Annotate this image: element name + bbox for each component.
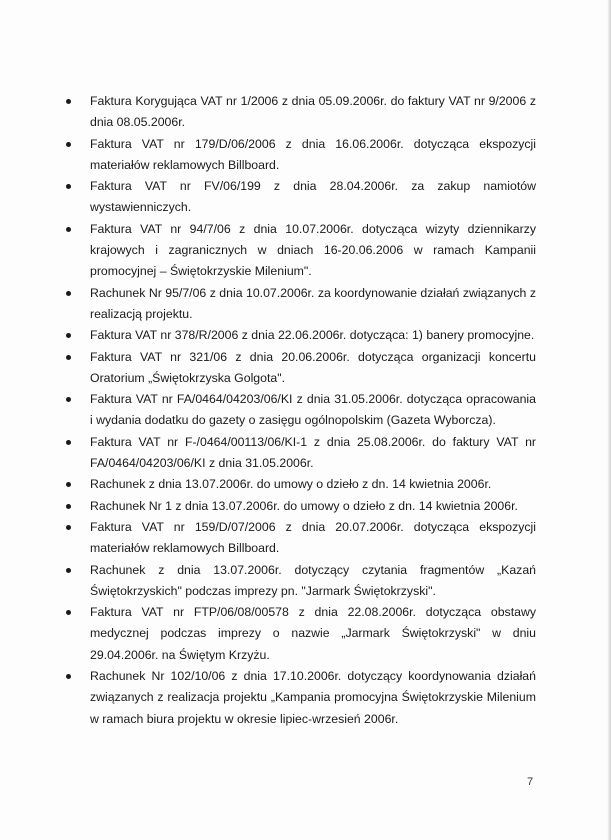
list-item-text: Faktura VAT nr 94/7/06 z dnia 10.07.2006r. dotycząca wizyty dziennikarzy krajowych i zagranicznych w dniach 16-20.06.2006 w ramach Kampanii promocyjnej – Świętokrzyskie Milenium". <box>90 221 536 279</box>
list-item-text: Rachunek z dnia 13.07.2006r. do umowy o dzieło z dn. 14 kwietnia 2006r. <box>90 477 492 492</box>
list-item <box>66 176 536 219</box>
list-item-text: Faktura VAT nr 321/06 z dnia 20.06.2006r. dotycząca organizacji koncertu Oratorium „Świętokrzyska Golgota". <box>90 349 536 385</box>
list-item-text: Faktura Korygująca VAT nr 1/2006 z dnia 05.09.2006r. do faktury VAT nr 9/2006 z dnia 08.05.2006r. <box>90 94 536 130</box>
list-item-text: Faktura VAT nr F-/0464/00113/06/KI-1 z dnia 25.08.2006r. do faktury VAT nr FA/0464/04203/06/KI z dnia 31.05.2006r. <box>90 434 536 471</box>
list-item <box>66 219 536 283</box>
list-item-text: Faktura VAT nr FA/0464/04203/06/KI z dnia 31.05.2006r. dotycząca opracowania i wydania dodatku do gazety o zasięgu ogólnopolskim (Gazeta Wyborcza). <box>90 392 536 428</box>
list-item <box>66 602 536 666</box>
list-item-text: Rachunek Nr 95/7/06 z dnia 10.07.2006r. za koordynowanie działań związanych z realizacją projektu. <box>90 285 536 321</box>
bullet-icon <box>66 568 71 573</box>
bullet-icon <box>66 227 71 232</box>
bullet-icon <box>66 525 71 530</box>
bullet-icon <box>66 333 71 338</box>
bullet-icon <box>66 397 71 402</box>
bullet-icon <box>66 184 71 189</box>
list-item <box>66 560 536 603</box>
list-item <box>66 517 536 560</box>
bullet-icon <box>66 482 71 487</box>
bullet-icon <box>66 674 71 679</box>
page-number: 7 <box>527 776 534 788</box>
list-item <box>66 325 536 346</box>
bullet-icon <box>66 504 71 509</box>
bullet-icon <box>66 355 71 360</box>
list-item <box>66 347 536 390</box>
page-edge-shadow <box>607 0 611 840</box>
list-item <box>66 474 536 495</box>
bullet-icon <box>66 142 71 147</box>
bullet-icon <box>66 610 71 615</box>
list-item-text: Faktura VAT nr 179/D/06/2006 z dnia 16.06.2006r. dotycząca ekspozycji materiałów reklamowych Billboard. <box>90 136 536 172</box>
list-item-text: Faktura VAT nr FTP/06/08/00578 z dnia 22.08.2006r. dotycząca obstawy medycznej podczas imprezy o nazwie „Jarmark Świętokrzyski" w dniu 29.04.2006r. na Świętym Krzyżu. <box>90 605 536 662</box>
list-item-text: Faktura VAT nr 378/R/2006 z dnia 22.06.2006r. dotycząca: 1) banery promocyjne. <box>90 328 535 343</box>
list-item-text: Rachunek Nr 102/10/06 z dnia 17.10.2006r. dotyczący koordynowania działań związanych z realizacja projektu „Kampania promocyjna Świętokrzyskie Milenium w ramach biura projektu w okresie lipiec-wrzesień 2006r. <box>90 669 536 726</box>
list-item-text: Faktura VAT nr 159/D/07/2006 z dnia 20.07.2006r. dotycząca ekspozycji materiałów reklamowych Billboard. <box>90 519 536 556</box>
list-item <box>66 134 536 177</box>
bullet-icon <box>66 440 71 445</box>
list-item <box>66 432 536 475</box>
list-item-text: Rachunek z dnia 13.07.2006r. dotyczący czytania fragmentów „Kazań Świętokrzyskich" podczas imprezy pn. "Jarmark Świętokrzyski". <box>90 562 536 598</box>
list-item-text: Rachunek Nr 1 z dnia 13.07.2006r. do umowy o dzieło z dn. 14 kwietnia 2006r. <box>90 498 518 513</box>
list-item <box>66 283 536 326</box>
list-item <box>66 666 536 730</box>
list-item <box>66 389 536 432</box>
bullet-icon <box>66 291 71 296</box>
bullet-icon <box>66 99 71 104</box>
list-item <box>66 91 536 134</box>
list-item <box>66 496 536 517</box>
list-item-text: Faktura VAT nr FV/06/199 z dnia 28.04.2006r. za zakup namiotów wystawienniczych. <box>90 179 536 215</box>
invoice-list <box>66 91 536 730</box>
